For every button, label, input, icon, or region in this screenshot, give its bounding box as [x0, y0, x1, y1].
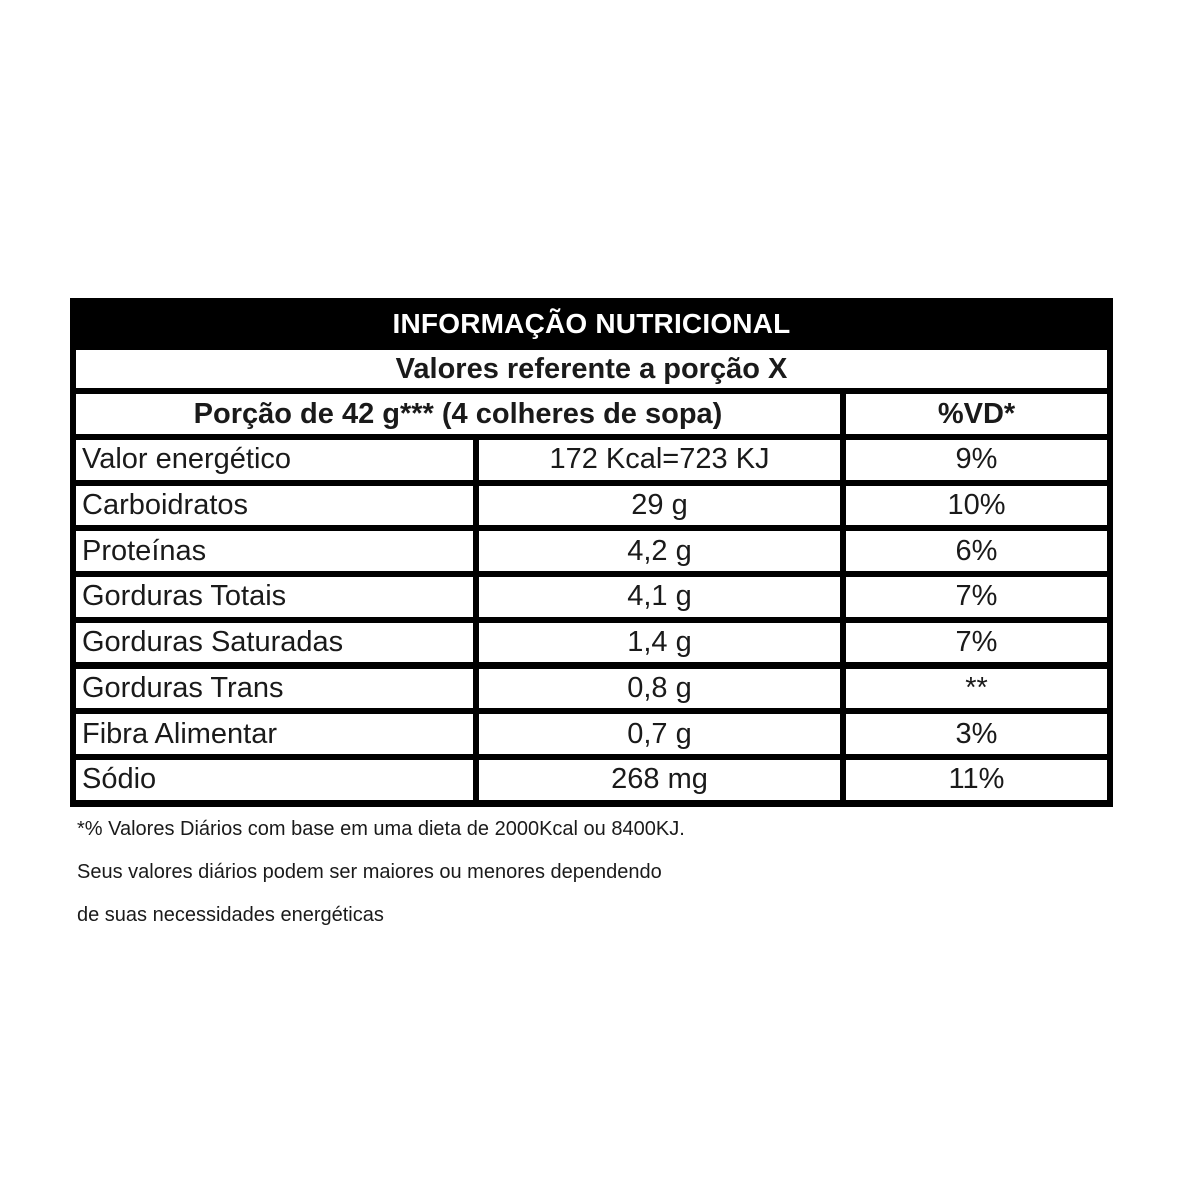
nutrient-amount: 0,8 g [479, 669, 840, 709]
nutrient-amount: 268 mg [479, 760, 840, 800]
nutrient-amount: 4,1 g [479, 577, 840, 617]
nutrient-name: Gorduras Totais [76, 577, 473, 617]
nutrient-daily-value: 7% [846, 623, 1107, 663]
nutrient-daily-value: 10% [846, 486, 1107, 526]
serving-reference-row: Valores referente a porção X [76, 350, 1107, 388]
nutrient-name: Fibra Alimentar [76, 714, 473, 754]
nutrient-amount: 4,2 g [479, 531, 840, 571]
nutrient-daily-value: 6% [846, 531, 1107, 571]
nutrient-daily-value: 7% [846, 577, 1107, 617]
nutrient-name: Valor energético [76, 440, 473, 480]
footnote-daily-values: *% Valores Diários com base em uma dieta de 2000Kcal ou 8400KJ. [77, 818, 685, 840]
footnote-energy-needs: de suas necessidades energéticas [77, 904, 384, 926]
nutrient-daily-value: 3% [846, 714, 1107, 754]
nutrient-daily-value: 9% [846, 440, 1107, 480]
nutrient-amount: 172 Kcal=723 KJ [479, 440, 840, 480]
table-title: INFORMAÇÃO NUTRICIONAL [392, 308, 791, 339]
nutrient-name: Sódio [76, 760, 473, 800]
nutrition-facts-table [70, 298, 1113, 807]
nutrient-name: Carboidratos [76, 486, 473, 526]
nutrient-daily-value: 11% [846, 760, 1107, 800]
footnote-variation: Seus valores diários podem ser maiores ou menores dependendo [77, 861, 662, 883]
portion-header: Porção de 42 g*** (4 colheres de sopa) [76, 394, 840, 434]
nutrient-amount: 0,7 g [479, 714, 840, 754]
nutrient-amount: 29 g [479, 486, 840, 526]
nutrient-name: Gorduras Trans [76, 669, 473, 709]
daily-value-header: %VD* [846, 394, 1107, 434]
nutrient-amount: 1,4 g [479, 623, 840, 663]
nutrient-name: Proteínas [76, 531, 473, 571]
nutrient-daily-value: ** [846, 669, 1107, 709]
nutrient-name: Gorduras Saturadas [76, 623, 473, 663]
